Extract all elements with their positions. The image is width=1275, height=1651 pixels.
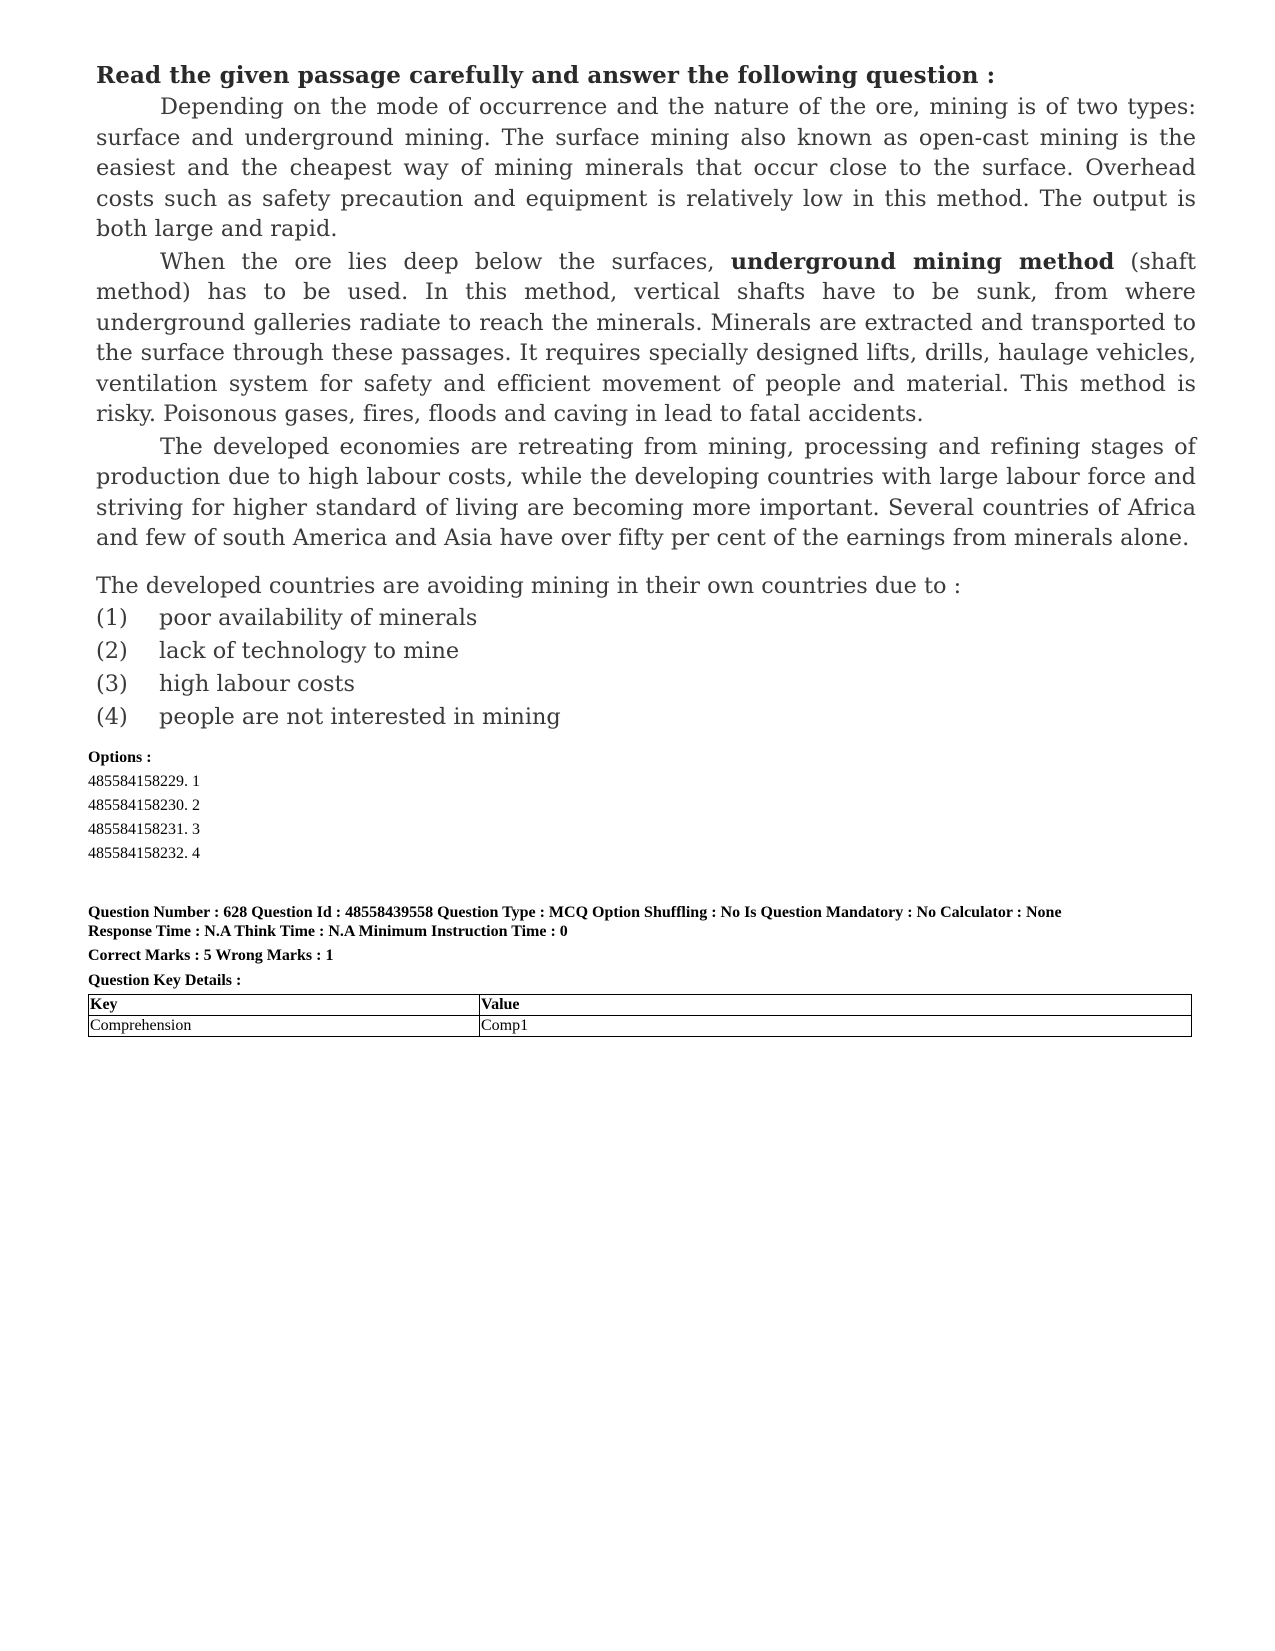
- options-label: Options :: [88, 749, 152, 766]
- table-cell-value: Comp1: [480, 1016, 1192, 1037]
- paragraph-2-text-b: (shaft method) has to be used. In this method, vertical shafts have to be sunk, from where underground galleries radiate to reach the minerals. Minerals are extracted and transported to the surface through these passages. It requires specially designed lifts, drills, haulage vehicles, ventilation system for safety and efficient movement of people and material. This method is risky. Poisonous gases, fires, floods and caving in lead to fatal accidents.: [96, 248, 1197, 427]
- option-id-row: 485584158229. 1: [88, 773, 200, 790]
- choice-item: [96, 701, 1196, 734]
- passage-paragraph-3: The developed economies are retreating from mining, processing and refining stages of production due to high labour costs, while the developing countries with large labour force and striving for higher standard of living are becoming more important. Several countries of Africa and few of south America and Asia have over fifty per cent of the earnings from minerals alone.: [96, 433, 1196, 551]
- question-stem: The developed countries are avoiding mining in their own countries due to :: [96, 572, 962, 599]
- option-id-row: 485584158231. 3: [88, 821, 200, 838]
- choice-number: (4): [96, 703, 128, 730]
- choice-text: people are not interested in mining: [159, 703, 561, 730]
- column-header-value: Value: [480, 995, 1192, 1016]
- question-info: [88, 903, 1192, 941]
- paragraph-2-text-a: When the ore lies deep below the surfaces,: [160, 248, 731, 275]
- choice-item: [96, 635, 1196, 668]
- choice-list: [96, 602, 1196, 734]
- choice-number: (2): [96, 637, 128, 664]
- option-id-row: 485584158232. 4: [88, 845, 200, 862]
- passage-paragraph-2: [96, 247, 1196, 430]
- choice-text: poor availability of minerals: [159, 604, 478, 631]
- paragraph-2-bold-term: underground mining method: [730, 248, 1115, 275]
- table-cell-key: Comprehension: [89, 1016, 480, 1037]
- question-metadata: [88, 746, 1192, 1037]
- passage-image: [96, 60, 1196, 734]
- choice-item: [96, 668, 1196, 701]
- choice-item: [96, 602, 1196, 635]
- question-info-line-1: Question Number : 628 Question Id : 48558439558 Question Type : MCQ Option Shuffling : No Is Question Mandatory : No Calculator : None: [88, 904, 1062, 921]
- passage-heading: Read the given passage carefully and answer the following question :: [96, 62, 996, 89]
- option-id-row: 485584158230. 2: [88, 797, 200, 814]
- key-details-table: [88, 994, 1192, 1037]
- key-details-label: Question Key Details :: [88, 972, 242, 989]
- passage-paragraph-1: Depending on the mode of occurrence and the nature of the ore, mining is of two types: surface and underground mining. The surface mining also known as open-cast mining is the easiest and the cheapest way of mining minerals that occur close to the surface. Overhead costs such as safety precaution and equipment is relatively low in this method. The output is both large and rapid.: [96, 94, 1196, 242]
- column-header-key: Key: [89, 995, 480, 1016]
- choice-text: lack of technology to mine: [159, 637, 460, 664]
- choice-number: (1): [96, 604, 128, 631]
- table-row: [89, 1016, 1192, 1037]
- table-header-row: [89, 995, 1192, 1016]
- marks-line: Correct Marks : 5 Wrong Marks : 1: [88, 947, 334, 964]
- question-info-line-2: Response Time : N.A Think Time : N.A Minimum Instruction Time : 0: [88, 923, 568, 940]
- choice-text: high labour costs: [159, 670, 356, 697]
- choice-number: (3): [96, 670, 128, 697]
